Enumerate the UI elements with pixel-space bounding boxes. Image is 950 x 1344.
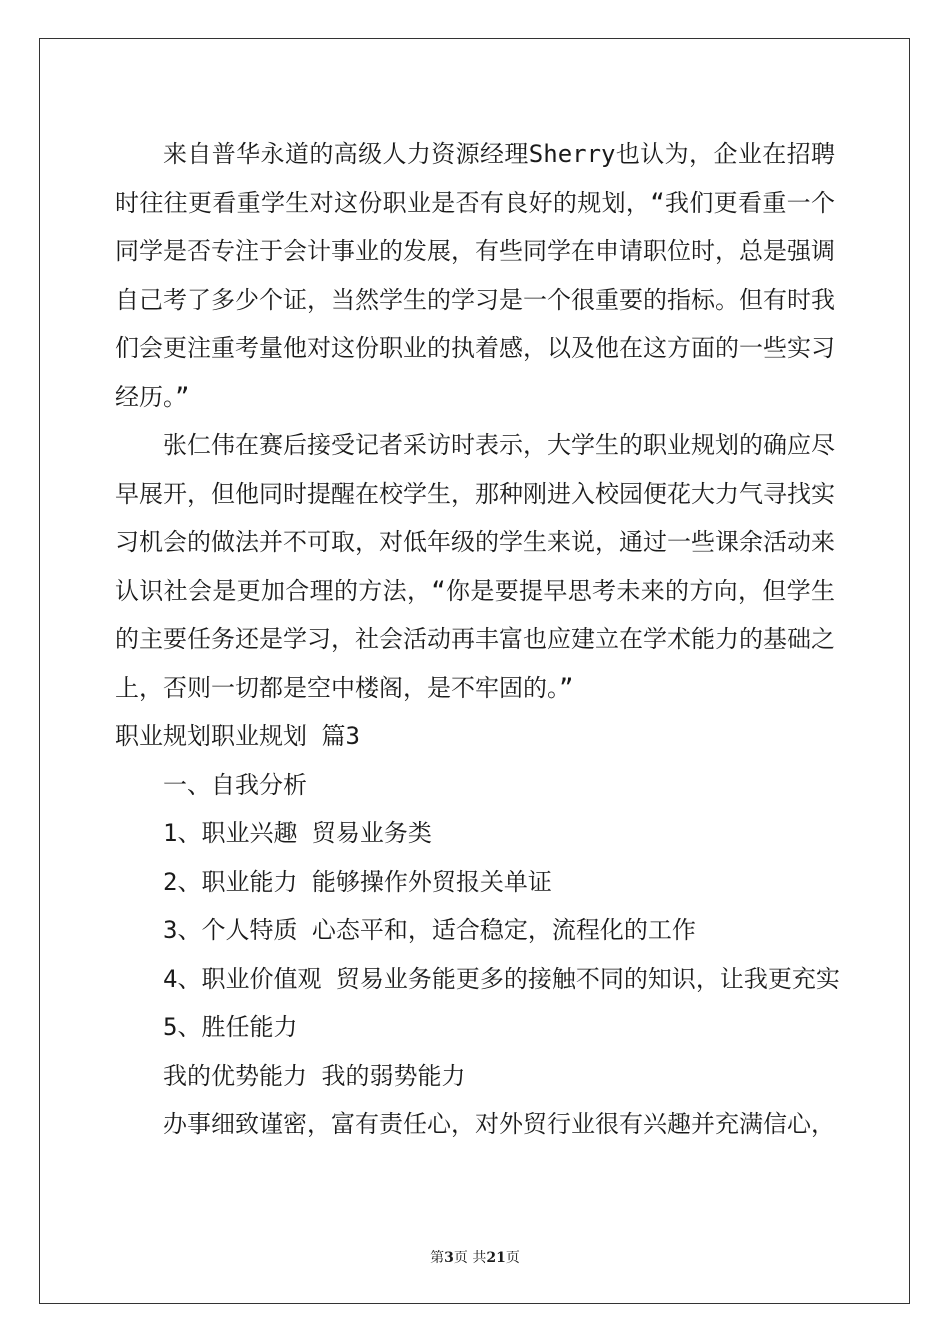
footer-prefix: 第 <box>430 1250 445 1266</box>
list-item-personal-traits: 3、个人特质 心态平和，适合稳定，流程化的工作 <box>163 916 696 944</box>
paragraph-sherry: 来自普华永道的高级人力资源经理Sherry也认为，企业在招聘时往往更看重学生对这份职业是否有良好的规划，“我们更看重一个同学是否专注于会计事业的发展，有些同学在申请职位时，总是强调自己考了多少个证，当然学生的学习是一个很重要的指标。但有时我们会更注重考量他对这份职业的执着感，以及他在这方面的一些实习经历。” <box>115 140 835 411</box>
paragraph-zhang-renwei: 张仁伟在赛后接受记者采访时表示，大学生的职业规划的确应尽早展开，但他同时提醒在校学生，那种刚进入校园便花大力气寻找实习机会的做法并不可取，对低年级的学生来说，通过一些课余活动来认识社会是更加合理的方法，“你是要提早思考未来的方向，但学生的主要任务还是学习，社会活动再丰富也应建立在学术能力的基础之上，否则一切都是空中楼阁，是不牢固的。” <box>115 431 835 702</box>
page-footer <box>0 1247 950 1267</box>
document-body <box>115 130 840 1149</box>
list-item-career-interest: 1、职业兴趣 贸易业务类 <box>163 819 432 847</box>
footer-middle: 页 共 <box>453 1250 487 1266</box>
list-item-strengths-detail: 办事细致谨密，富有责任心，对外贸行业很有兴趣并充满信心， <box>163 1110 835 1138</box>
list-item-competence: 5、胜任能力 <box>163 1013 298 1041</box>
list-item-self-analysis: 一、自我分析 <box>163 770 307 799</box>
footer-current-page: 3 <box>444 1250 454 1266</box>
footer-total-pages: 21 <box>486 1250 506 1266</box>
footer-suffix: 页 <box>505 1250 520 1266</box>
list-item-strengths-weaknesses: 我的优势能力 我的弱势能力 <box>163 1061 466 1090</box>
section-heading: 职业规划职业规划 篇3 <box>115 722 360 750</box>
list-item-career-ability: 2、职业能力 能够操作外贸报关单证 <box>163 867 552 896</box>
list-item-career-values: 4、职业价值观 贸易业务能更多的接触不同的知识，让我更充实 <box>163 964 840 993</box>
